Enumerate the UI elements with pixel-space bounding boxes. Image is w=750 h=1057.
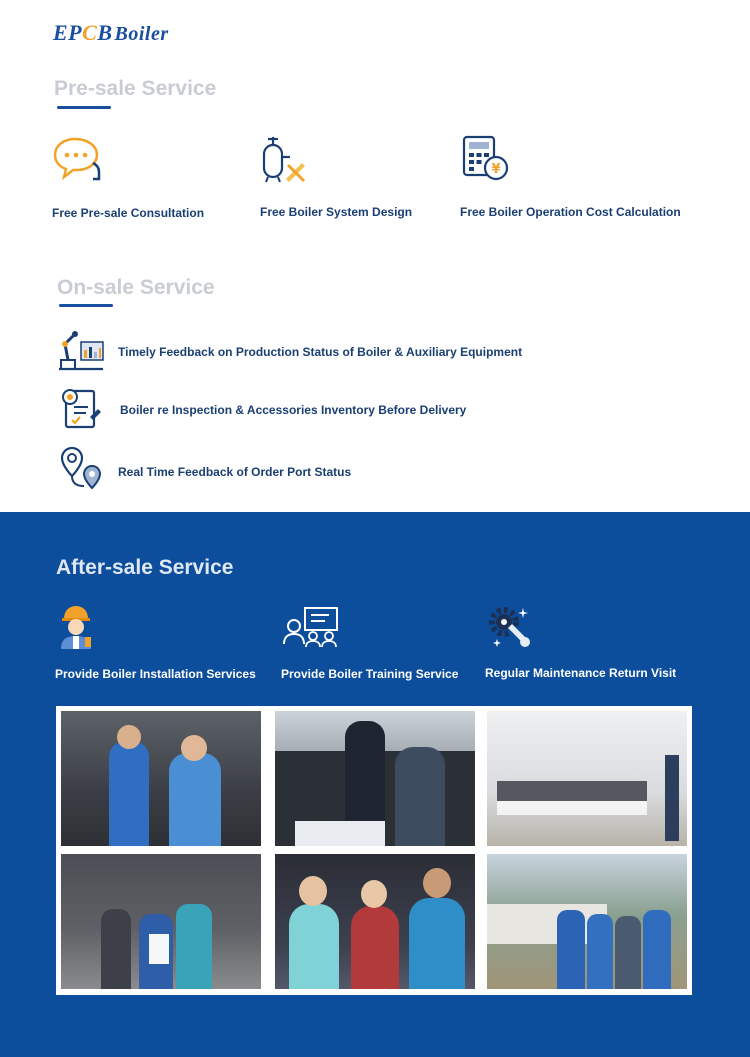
photo-team-thumbs-up[interactable]: [275, 854, 475, 989]
presale-item-system-design: Free Boiler System Design: [260, 205, 413, 219]
calculator-yen-icon: [462, 135, 510, 188]
inspection-checklist-icon: [60, 387, 102, 436]
boiler-design-icon: [260, 135, 306, 188]
presale-item-consultation: Free Pre-sale Consultation: [52, 206, 205, 220]
photo-certificate-handover[interactable]: [61, 854, 261, 989]
onsale-item-port-status: Real Time Feedback of Order Port Status: [118, 465, 352, 479]
photo-training-session[interactable]: [487, 711, 687, 846]
presale-item-cost-calculation: Free Boiler Operation Cost Calculation: [460, 205, 681, 219]
training-people-icon: [283, 606, 341, 653]
maintenance-wrench-gear-icon: [488, 604, 532, 655]
onsale-item-inspection: Boiler re Inspection & Accessories Inventory Before Delivery: [120, 403, 467, 417]
engineer-worker-icon: [55, 603, 97, 654]
customer-photo-gallery: [56, 706, 692, 995]
onsale-item-production-feedback: Timely Feedback on Production Status of Boiler & Auxiliary Equipment: [118, 345, 523, 359]
svg-text:¥: ¥: [491, 162, 501, 177]
aftersale-title: After-sale Service: [56, 556, 234, 579]
brand-logo[interactable]: [53, 20, 169, 46]
onsale-title-underline: [59, 304, 113, 307]
chat-bubble-icon: [53, 135, 105, 188]
aftersale-item-maintenance: Regular Maintenance Return Visit: [485, 666, 677, 680]
photo-factory-visit[interactable]: [487, 854, 687, 989]
presale-title-underline: [57, 106, 111, 109]
logo-text-ep: EP: [53, 20, 83, 45]
aftersale-item-training: Provide Boiler Training Service: [281, 667, 459, 681]
photo-installation-site[interactable]: [61, 711, 261, 846]
presale-title: Pre-sale Service: [54, 77, 217, 100]
location-pin-icon: [60, 446, 104, 495]
onsale-title: On-sale Service: [57, 276, 215, 299]
robot-arm-production-icon: [57, 328, 105, 377]
aftersale-item-installation: Provide Boiler Installation Services: [55, 667, 256, 681]
logo-text-c: C: [82, 20, 98, 45]
logo-text-b: B: [97, 20, 113, 45]
logo-text-boiler: Boiler: [114, 23, 169, 45]
photo-ceremony[interactable]: [275, 711, 475, 846]
